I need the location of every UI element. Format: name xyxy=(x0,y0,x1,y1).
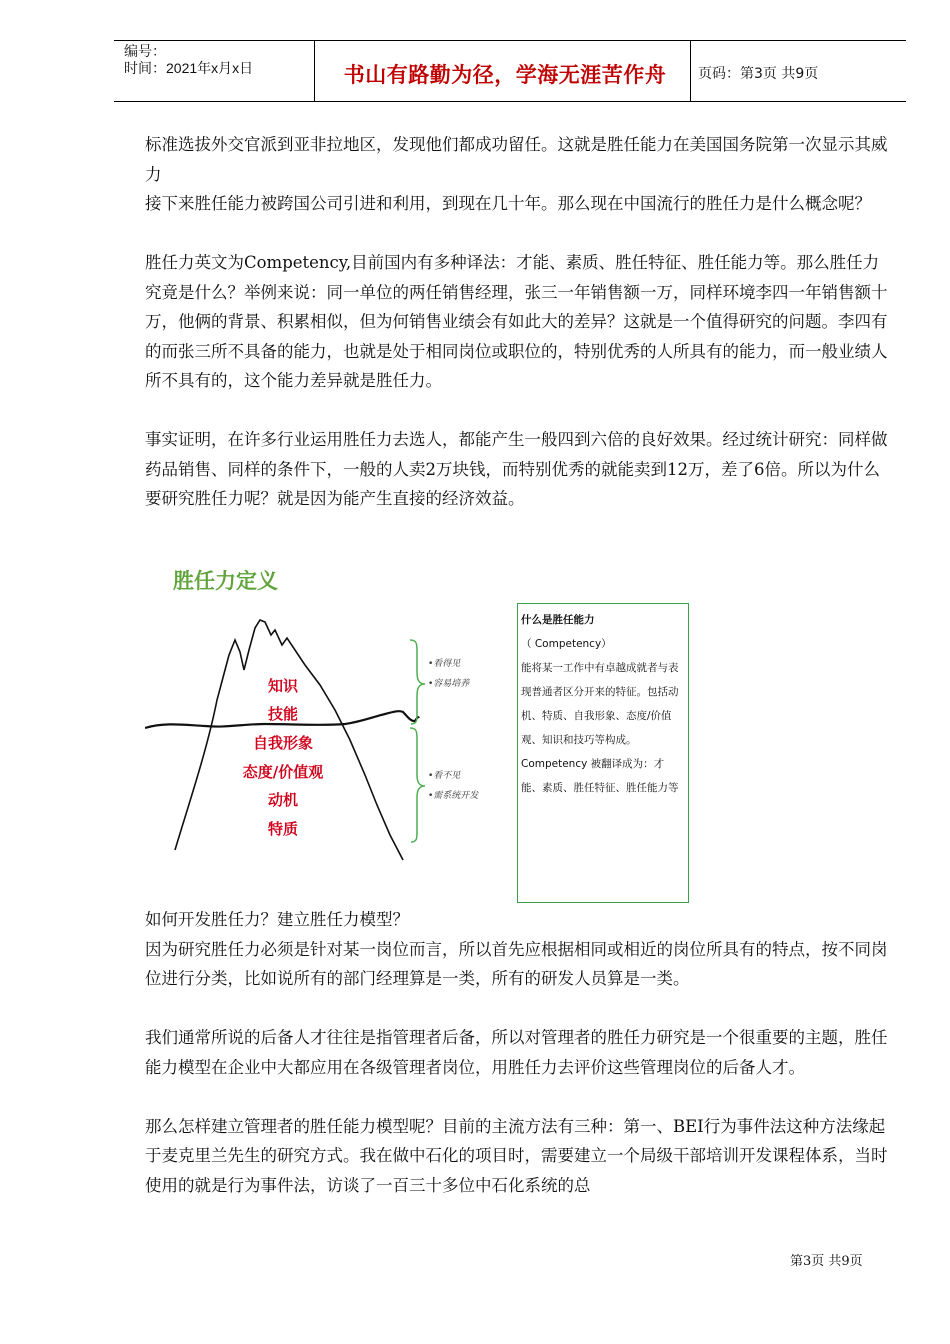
paragraph: 那么怎样建立管理者的胜任能力模型呢？目前的主流方法有三种：第一、BEI行为事件法这种方法缘起于麦克里兰先生的研究方式。我在做中石化的项目时，需要建立一个局级干部培训开发课程体系，当时使用的就是行为事件法，访谈了一百三十多位中石化系统的总 xyxy=(145,1116,888,1195)
layer-knowledge: 知识 xyxy=(267,677,298,695)
body-text-bottom xyxy=(145,905,890,1200)
paragraph: 事实证明，在许多行业运用胜任力去选人，都能产生一般四到六倍的良好效果。经过统计研究：同样做药品销售、同样的条件下，一般的人卖2万块钱，而特别优秀的就能卖到12万，差了6倍。所以为什么要研究胜任力呢？就是因为能产生直接的经济效益。 xyxy=(145,430,888,508)
brace-above xyxy=(410,640,425,724)
definition-title: 什么是胜任能力 xyxy=(521,614,595,626)
layer-motivation: 动机 xyxy=(267,791,298,809)
page-footer: 第3页 共9页 xyxy=(790,1254,863,1269)
time-label: 时间：2021年x月x日 xyxy=(124,60,254,76)
body-text-top xyxy=(145,130,890,514)
note-visible: •看得见 xyxy=(428,659,461,669)
header-page-label: 页码：第3页 共9页 xyxy=(698,66,819,82)
note-invisible: •看不见 xyxy=(428,771,461,781)
page-header xyxy=(114,40,906,102)
paragraph: 我们通常所说的后备人才往往是指管理者后备，所以对管理者的胜任力研究是一个很重要的主题，胜任能力模型在企业中大都应用在各级管理者岗位，用胜任力去评价这些管理岗位的后备人才。 xyxy=(145,1028,888,1077)
definition-body: 能将某一工作中有卓越成就者与表现普通者区分开来的特征。包括动机、特质、自我形象、态度/价值观、知识和技巧等构成。 xyxy=(521,662,679,746)
layer-self-image: 自我形象 xyxy=(252,734,313,752)
definition-box xyxy=(517,603,689,903)
header-divider xyxy=(314,41,315,101)
layer-attitude-values: 态度/价值观 xyxy=(242,763,324,781)
paragraph: 标准选拔外交官派到亚非拉地区，发现他们都成功留任。这就是胜任能力在美国国务院第一次显示其威力 xyxy=(145,135,888,184)
figure-title: 胜任力定义 xyxy=(173,569,278,593)
number-label: 编号： xyxy=(124,43,166,59)
layer-traits: 特质 xyxy=(267,820,298,838)
header-left xyxy=(124,43,253,77)
iceberg-figure xyxy=(145,560,705,905)
paragraph: 因为研究胜任力必须是针对某一岗位而言，所以首先应根据相同或相近的岗位所具有的特点，按不同岗位进行分类，比如说所有的部门经理算是一类，所有的研发人员算是一类。 xyxy=(145,939,888,988)
definition-translation: Competency 被翻译成为：才能、素质、胜任特征、胜任能力等 xyxy=(521,758,679,794)
paragraph: 接下来胜任能力被跨国公司引进和利用，到现在几十年。那么现在中国流行的胜任力是什么概念呢？ xyxy=(145,194,871,213)
note-system-develop: •需系统开发 xyxy=(428,791,479,801)
definition-subtitle: （ Competency） xyxy=(521,638,612,650)
paragraph: 胜任力英文为Competency,目前国内有多种译法：才能、素质、胜任特征、胜任能力等。那么胜任力究竟是什么？举例来说：同一单位的两任销售经理，张三一年销售额一万，同样环境李四一年销售额十万，他俩的背景、积累相似，但为何销售业绩会有如此大的差异？这就是一个值得研究的问题。李四有的而张三所不具备的能力，也就是处于相同岗位或职位的，特别优秀的人所具有的能力，而一般业绩人所不具有的，这个能力差异就是胜任力。 xyxy=(145,253,888,390)
header-motto: 书山有路勤为径，学海无涯苦作舟 xyxy=(343,63,667,87)
paragraph: 如何开发胜任力？建立胜任力模型？ xyxy=(145,910,409,929)
layer-skills: 技能 xyxy=(267,705,298,723)
brace-below xyxy=(410,728,425,842)
note-easy-train: •容易培养 xyxy=(428,679,470,689)
